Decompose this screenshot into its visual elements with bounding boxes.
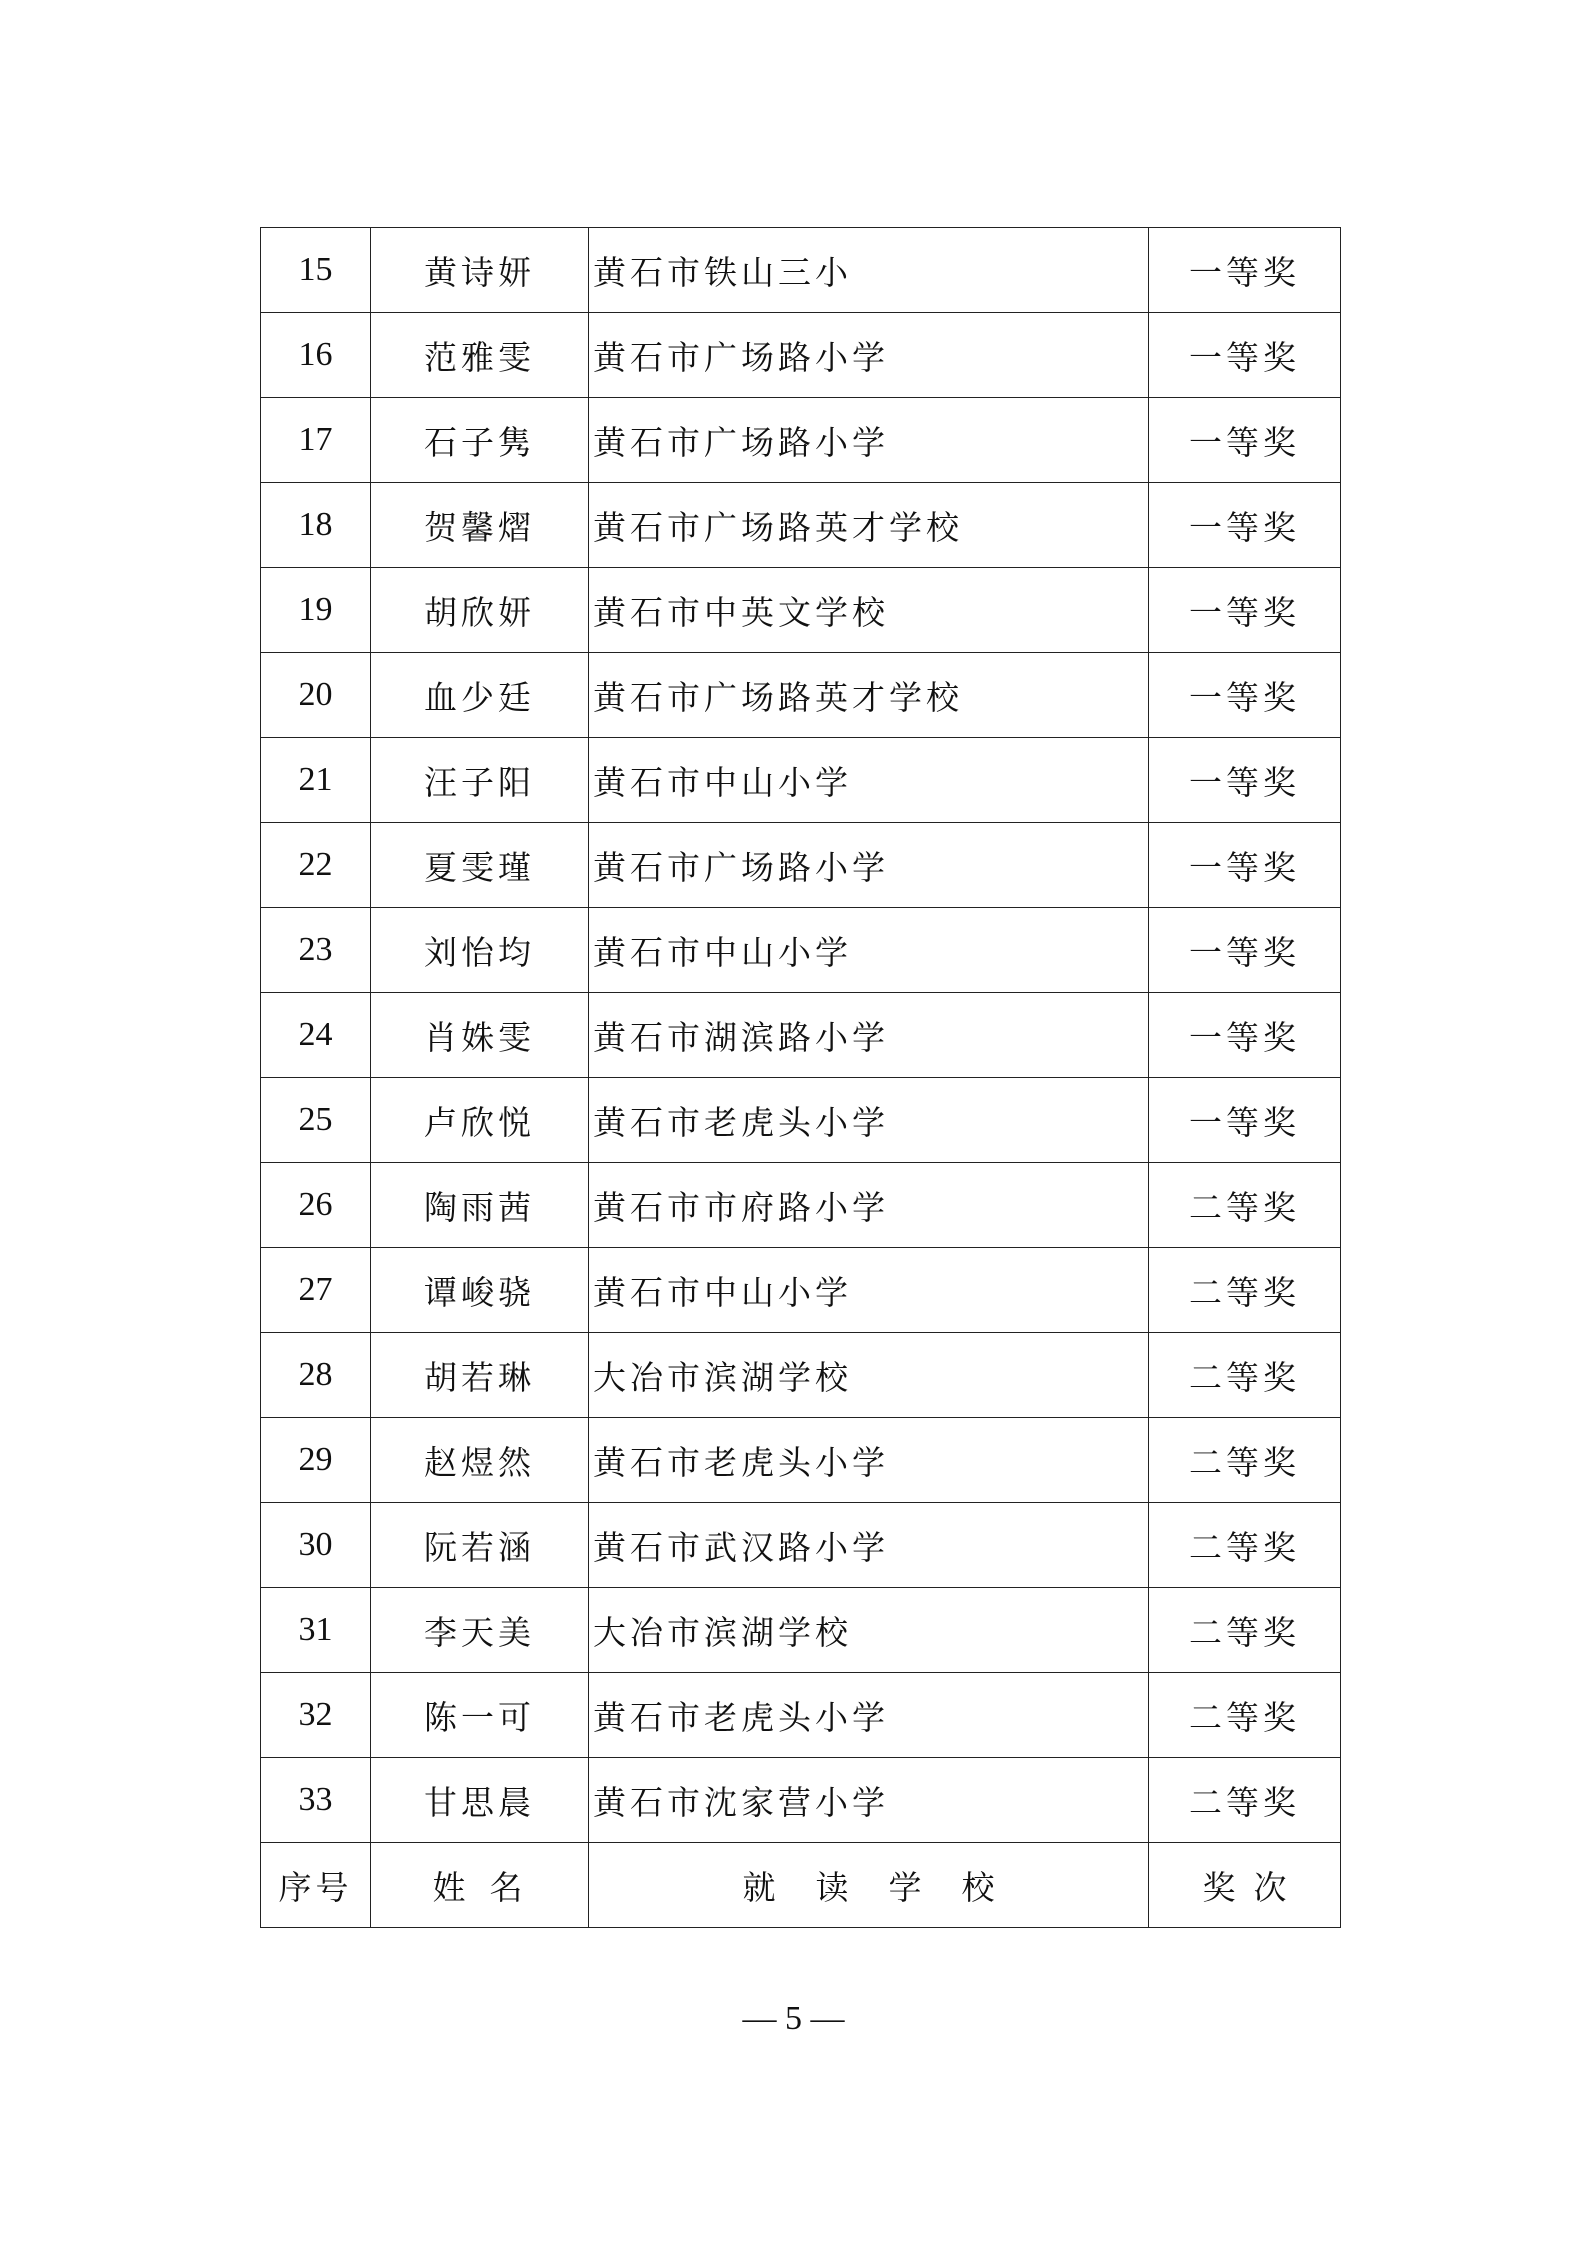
cell-name: 夏雯瑾 <box>371 823 589 908</box>
cell-name: 卢欣悦 <box>371 1078 589 1163</box>
cell-award: 一等奖 <box>1149 483 1341 568</box>
cell-name: 陶雨茜 <box>371 1163 589 1248</box>
table-row <box>261 908 1341 993</box>
table-row <box>261 738 1341 823</box>
cell-school: 黄石市湖滨路小学 <box>589 993 1149 1078</box>
cell-no: 25 <box>261 1078 371 1163</box>
cell-school: 黄石市广场路英才学校 <box>589 653 1149 738</box>
cell-name: 汪子阳 <box>371 738 589 823</box>
page-number: — 5 — <box>742 2000 845 2037</box>
cell-no: 23 <box>261 908 371 993</box>
cell-school: 大冶市滨湖学校 <box>589 1588 1149 1673</box>
cell-name: 谭峻骁 <box>371 1248 589 1333</box>
cell-no: 31 <box>261 1588 371 1673</box>
table-row <box>261 228 1341 313</box>
table-body <box>261 228 1341 1843</box>
cell-school: 黄石市武汉路小学 <box>589 1503 1149 1588</box>
cell-no: 33 <box>261 1758 371 1843</box>
cell-no: 21 <box>261 738 371 823</box>
cell-name: 石子隽 <box>371 398 589 483</box>
cell-no: 32 <box>261 1673 371 1758</box>
table-row <box>261 398 1341 483</box>
table-row <box>261 1078 1341 1163</box>
cell-name: 黄诗妍 <box>371 228 589 313</box>
cell-name: 李天美 <box>371 1588 589 1673</box>
cell-award: 二等奖 <box>1149 1673 1341 1758</box>
cell-name: 范雅雯 <box>371 313 589 398</box>
table-row <box>261 1503 1341 1588</box>
award-list-table <box>260 227 1341 1928</box>
cell-award: 一等奖 <box>1149 228 1341 313</box>
cell-award: 一等奖 <box>1149 993 1341 1078</box>
table-row <box>261 1248 1341 1333</box>
table-row <box>261 993 1341 1078</box>
cell-name: 血少廷 <box>371 653 589 738</box>
cell-award: 二等奖 <box>1149 1163 1341 1248</box>
cell-no: 24 <box>261 993 371 1078</box>
cell-no: 16 <box>261 313 371 398</box>
cell-no: 22 <box>261 823 371 908</box>
cell-award: 二等奖 <box>1149 1758 1341 1843</box>
cell-award: 一等奖 <box>1149 1078 1341 1163</box>
cell-award: 一等奖 <box>1149 653 1341 738</box>
cell-name: 陈一可 <box>371 1673 589 1758</box>
cell-award: 一等奖 <box>1149 908 1341 993</box>
cell-school: 黄石市老虎头小学 <box>589 1673 1149 1758</box>
cell-award: 一等奖 <box>1149 823 1341 908</box>
table-row <box>261 1333 1341 1418</box>
cell-school: 黄石市广场路小学 <box>589 823 1149 908</box>
table-row <box>261 653 1341 738</box>
cell-award: 二等奖 <box>1149 1248 1341 1333</box>
cell-name: 阮若涵 <box>371 1503 589 1588</box>
cell-school: 黄石市中山小学 <box>589 1248 1149 1333</box>
cell-award: 一等奖 <box>1149 313 1341 398</box>
cell-award: 一等奖 <box>1149 568 1341 653</box>
cell-no: 26 <box>261 1163 371 1248</box>
cell-no: 29 <box>261 1418 371 1503</box>
table-row <box>261 568 1341 653</box>
table-row <box>261 1758 1341 1843</box>
cell-school: 黄石市广场路小学 <box>589 398 1149 483</box>
cell-award: 一等奖 <box>1149 738 1341 823</box>
column-header-no: 序号 <box>261 1843 371 1928</box>
table-row <box>261 1163 1341 1248</box>
cell-name: 赵煜然 <box>371 1418 589 1503</box>
cell-school: 黄石市市府路小学 <box>589 1163 1149 1248</box>
cell-school: 大冶市滨湖学校 <box>589 1333 1149 1418</box>
column-header-award: 奖次 <box>1149 1843 1341 1928</box>
table-row <box>261 1588 1341 1673</box>
cell-school: 黄石市广场路小学 <box>589 313 1149 398</box>
cell-no: 20 <box>261 653 371 738</box>
cell-award: 二等奖 <box>1149 1503 1341 1588</box>
cell-school: 黄石市中山小学 <box>589 908 1149 993</box>
cell-name: 贺馨熠 <box>371 483 589 568</box>
cell-award: 二等奖 <box>1149 1588 1341 1673</box>
table-header-row <box>261 1843 1341 1928</box>
cell-no: 18 <box>261 483 371 568</box>
cell-name: 肖姝雯 <box>371 993 589 1078</box>
cell-no: 15 <box>261 228 371 313</box>
cell-no: 28 <box>261 1333 371 1418</box>
table-row <box>261 1673 1341 1758</box>
cell-name: 甘思晨 <box>371 1758 589 1843</box>
table-row <box>261 823 1341 908</box>
cell-name: 胡若琳 <box>371 1333 589 1418</box>
cell-award: 二等奖 <box>1149 1418 1341 1503</box>
table-row <box>261 1418 1341 1503</box>
column-header-school: 就读学校 <box>589 1843 1149 1928</box>
cell-name: 胡欣妍 <box>371 568 589 653</box>
column-header-name: 姓名 <box>371 1843 589 1928</box>
cell-no: 17 <box>261 398 371 483</box>
cell-school: 黄石市老虎头小学 <box>589 1418 1149 1503</box>
cell-school: 黄石市老虎头小学 <box>589 1078 1149 1163</box>
cell-school: 黄石市沈家营小学 <box>589 1758 1149 1843</box>
cell-award: 一等奖 <box>1149 398 1341 483</box>
cell-school: 黄石市广场路英才学校 <box>589 483 1149 568</box>
cell-no: 19 <box>261 568 371 653</box>
cell-school: 黄石市铁山三小 <box>589 228 1149 313</box>
cell-school: 黄石市中英文学校 <box>589 568 1149 653</box>
table-row <box>261 313 1341 398</box>
cell-no: 30 <box>261 1503 371 1588</box>
cell-school: 黄石市中山小学 <box>589 738 1149 823</box>
cell-award: 二等奖 <box>1149 1333 1341 1418</box>
cell-name: 刘怡均 <box>371 908 589 993</box>
cell-no: 27 <box>261 1248 371 1333</box>
table-row <box>261 483 1341 568</box>
